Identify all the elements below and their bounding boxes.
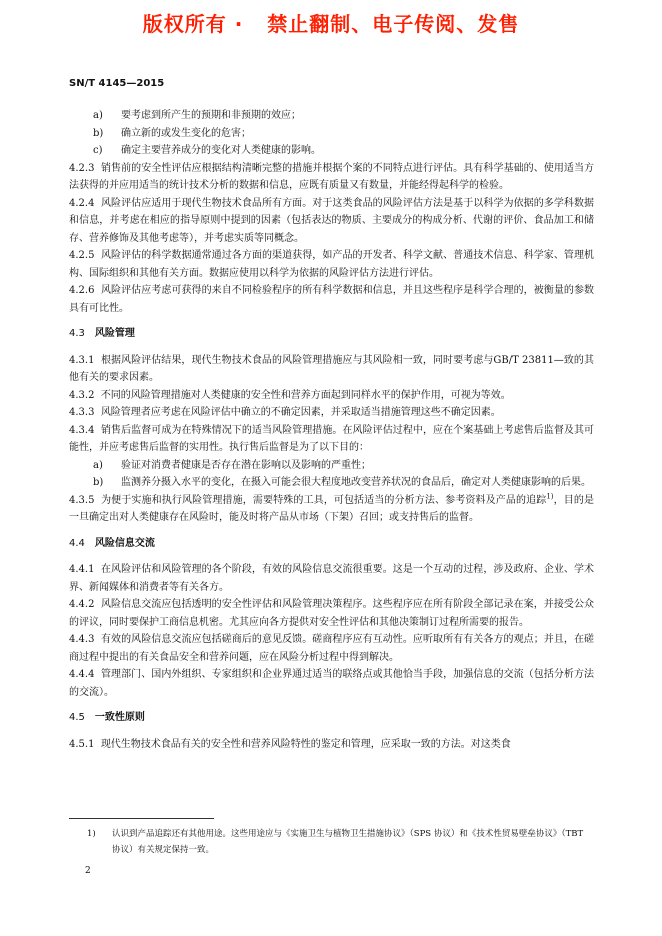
clause-text: 销售前的安全性评估应根据结构清晰完整的措施并根据个案的不同特点进行评估。具有科学基础的、使用适当方法获得的并应用适当的统计技术分析的数据和信息，应既有质量又有数量，并能经得起科学的检验。: [69, 162, 595, 191]
clause-text: 根据风险评估结果，现代生物技术食品的风险管理措施应与其风险相一致，同时要考虑与GB/T 23811—致的其他有关的要求因素。: [69, 354, 594, 383]
list-item-text: 监测养分摄入水平的变化，在摄入可能会很大程度地改变营养状况的食品后，确定对人类健康影响的后果。: [121, 477, 591, 488]
clause-4-5-1: [69, 736, 594, 754]
section-heading-4-3: [69, 325, 594, 343]
clause-4-2-5: [69, 247, 594, 282]
clause-4-3-2: [69, 387, 594, 405]
clause-4-3-3: [69, 404, 594, 422]
clause-4-4-1: [69, 561, 594, 596]
clause-text: 风险评估应考虑可获得的来自不同检验程序的所有科学数据和信息，并且这些程序是科学合理的，被衡量的参数具有可比性。: [69, 285, 595, 314]
list-item: [93, 474, 594, 492]
clause-4-2-6: [69, 282, 594, 317]
list-item-text: 验证对消费者健康是否存在潜在影响以及影响的严重性；: [121, 459, 371, 471]
clause-number: 4.3.3: [69, 407, 95, 418]
section-title: 一致性原则: [94, 712, 145, 723]
clause-4-2-3: [69, 160, 594, 195]
clause-text: 风险管理者应考虑在风险评估中确立的不确定因素，并采取适当措施管理这些不确定因素。: [100, 407, 501, 418]
clause-text: 为便于实施和执行风险管理措施，需要特殊的工具，可包括适当的分析方法、参考资料及产品的追踪: [101, 494, 547, 506]
footnote-number: 1): [87, 829, 96, 839]
list-item-label: c): [93, 145, 103, 156]
clause-4-4-2: [69, 596, 594, 631]
clause-text: 有效的风险信息交流应包括磋商后的意见反馈。磋商程序应有互动性。应听取所有有关各方的观点；并且，在磋商过程中提出的有关食品安全和营养问题，应在风险分析过程中得到解决。: [69, 634, 595, 663]
clause-4-3-5: [69, 492, 594, 527]
clause-number: 4.2.6: [69, 285, 95, 296]
clause-4-4-4: [69, 666, 594, 701]
clause-number: 4.4.4: [69, 669, 95, 680]
clause-number: 4.3.2: [69, 389, 95, 401]
footnote-divider: [69, 818, 214, 819]
footnote-reference[interactable]: 1): [546, 492, 554, 501]
clause-number: 4.4.2: [69, 599, 95, 610]
footnote: [87, 826, 587, 858]
list-requirements: [69, 107, 594, 160]
clause-4-2-4: [69, 195, 594, 248]
clause-number: 4.4.1: [69, 564, 95, 575]
page-number: 2: [85, 866, 91, 876]
list-item: [93, 125, 594, 143]
list-item-text: 要考虑到所产生的预期和非预期的效应；: [121, 110, 301, 121]
section-number: 4.3: [69, 328, 85, 339]
clause-text: 风险评估应适用于现代生物技术食品所有方面。对于这类食品的风险评估方法是基于以科学为依据的多学科数据和信息，并考虑在相应的指导原则中提到的因素（包括表达的物质、主要成分的构成分析、代谢的评价、食品加工和储存、营养修饰及其他考虑等），并考虑实质等同概念。: [69, 197, 595, 244]
clause-4-3-4: [69, 422, 594, 457]
section-heading-4-5: [69, 709, 594, 727]
section-heading-4-4: [69, 535, 594, 553]
clause-text-continued: ，目的是一旦确定出对人类健康存在风险时，能及时将产品从市场（下架）召回；或支持售后的监督。: [69, 494, 595, 523]
copyright-banner: 版权所有 · 禁止翻制、电子传阅、发售: [142, 12, 520, 36]
list-item-label: b): [93, 127, 104, 139]
clause-number: 4.3.1: [69, 354, 95, 366]
clause-text: 不同的风险管理措施对人类健康的安全性和营养方面起到同样水平的保护作用，可视为等效。: [100, 389, 511, 401]
clause-text: 在风险评估和风险管理的各个阶段，有效的风险信息交流很重要。这是一个互动的过程，涉及政府、企业、学术界、新闻媒体和消费者等有关各方。: [69, 564, 595, 593]
clause-number: 4.4.3: [69, 634, 95, 645]
clause-number: 4.2.3: [69, 162, 95, 174]
list-item: [93, 457, 594, 475]
clause-number: 4.2.4: [69, 197, 95, 209]
list-item-text: 确定主要营养成分的变化对人类健康的影响。: [121, 145, 321, 156]
section-number: 4.5: [69, 712, 85, 723]
section-number: 4.4: [69, 537, 85, 549]
clause-4-4-3: [69, 631, 594, 666]
clause-number: 4.3.4: [69, 424, 95, 436]
footnote-text: 认识到产品追踪还有其他用途。这些用途应与《实施卫生与植物卫生措施协议》（SPS 协议）和《技术性贸易壁垒协议》（TBT 协议）有关规定保持一致。: [112, 829, 584, 855]
clause-4-3-1: [69, 352, 594, 387]
list-item-text: 确立新的或发生变化的危害；: [121, 127, 251, 139]
section-title: 风险管理: [94, 328, 135, 339]
clause-text: 风险信息交流应包括透明的安全性评估和风险管理决策程序。这些程序应在所有阶段全部记录在案，并接受公众的评议，同时要保护工商信息机密。尤其应向各方提供对安全性评估和其他决策制订过程所需要的报告。: [69, 599, 595, 628]
clause-number: 4.5.1: [69, 738, 95, 750]
document-body: [69, 107, 594, 753]
clause-text: 销售后监督可成为在特殊情况下的适当风险管理措施。在风险评估过程中，应在个案基础上考虑售后监督及其可能性，并应考虑售后监督的实用性。执行售后监督是为了以下目的：: [69, 424, 595, 453]
list-item: [93, 107, 594, 125]
list-item-label: a): [93, 110, 103, 121]
list-item-label: b): [93, 477, 104, 488]
clause-text: 风险评估的科学数据通常通过各方面的渠道获得，如产品的开发者、科学文献、普通技术信息、科学家、管理机构、国际组织和其他有关方面。数据应使用以科学为依据的风险评估方法进行评估。: [69, 250, 595, 279]
list-monitoring-purposes: [69, 457, 594, 492]
clause-text: 现代生物技术食品有关的安全性和营养风险特性的鉴定和管理，应采取一致的方法。对这类食: [100, 738, 511, 750]
clause-number: 4.2.5: [69, 250, 95, 261]
list-item-label: a): [93, 459, 103, 471]
list-item: [93, 142, 594, 160]
clause-text: 管理部门、国内外组织、专家组织和企业界通过适当的联络点或其他恰当手段，加强信息的交流（包括分析方法的交流）。: [69, 669, 595, 698]
clause-number: 4.3.5: [69, 494, 95, 506]
standard-code: SN/T 4145—2015: [69, 78, 165, 89]
section-title: 风险信息交流: [94, 537, 155, 549]
